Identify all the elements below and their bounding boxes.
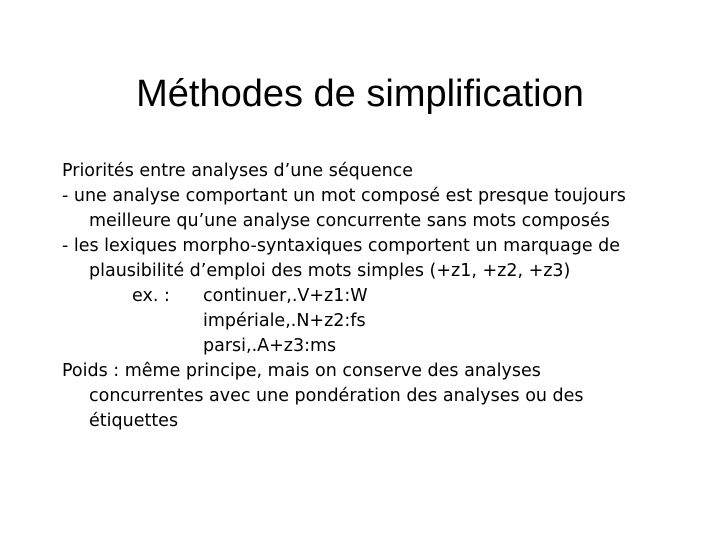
- body-line-poids-cont-1: concurrentes avec une pondération des analyses ou des: [89, 386, 584, 406]
- slide-body: [62, 159, 702, 434]
- body-line-priorites: Priorités entre analyses d’une séquence: [62, 161, 414, 181]
- example-entry-parsi: parsi,.A+z3:ms: [203, 336, 337, 356]
- example-entry-imperiale: impériale,.N+z2:fs: [203, 311, 366, 331]
- example-entry-continuer: continuer,.V+z1:W: [203, 286, 368, 306]
- body-line-poids: Poids : même principe, mais on conserve des analyses: [62, 361, 541, 381]
- body-line-analyse-compose-cont: meilleure qu’une analyse concurrente sans mots composés: [89, 211, 610, 231]
- body-line-poids-cont-2: étiquettes: [89, 411, 179, 431]
- example-label: ex. :: [132, 286, 170, 306]
- body-line-lexiques-cont: plausibilité d’emploi des mots simples (+z1, +z2, +z3): [89, 261, 571, 281]
- body-line-analyse-compose: - une analyse comportant un mot composé est presque toujours: [62, 186, 626, 206]
- example-row-3: [62, 334, 702, 359]
- slide-title: Méthodes de simplification: [136, 73, 584, 115]
- example-row-1: [62, 284, 702, 309]
- body-line-lexiques: - les lexiques morpho-syntaxiques comportent un marquage de: [62, 236, 621, 256]
- example-row-2: [62, 309, 702, 334]
